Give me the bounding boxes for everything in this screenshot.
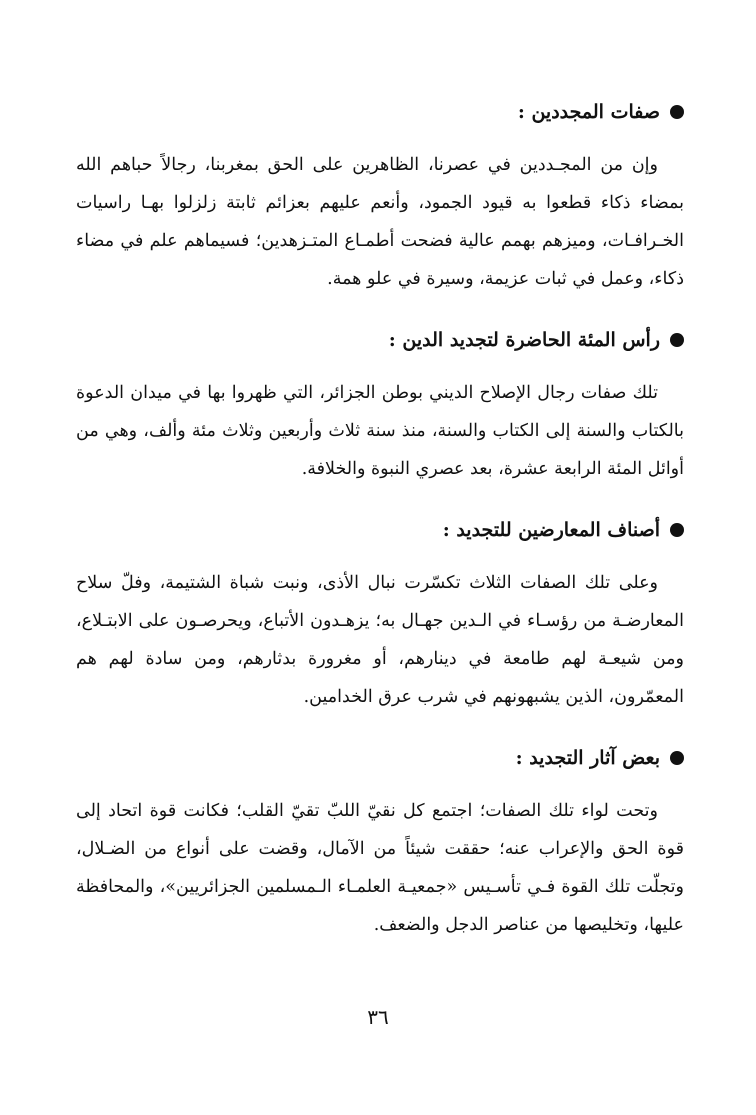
section-century-renewal: [76, 320, 684, 488]
section-mujaddidin-traits: [76, 92, 684, 298]
section-paragraph: وعلى تلك الصفات الثلاث تكسّرت نبال الأذى، ونبت شباة الشتيمة، وفلّ سلاح المعارضـة من رؤسـاء في الـدين جهـال به؛ يزهـدون الأتباع، ويحرصـون على الابتـلاع، ومن شيعـة لهم طامعة في دينارهم، أو مغرورة بدثارهم، ومن سادة لهم هم المعمّرون، الذين يشبهونهم في شرب عرق الخدامين.: [76, 573, 684, 707]
section-opponents: [76, 510, 684, 716]
bullet-icon: [670, 333, 684, 347]
section-heading: [76, 510, 684, 550]
heading-text: صفات المجددين :: [517, 101, 660, 123]
heading-text: أصناف المعارضين للتجديد :: [442, 519, 660, 541]
page-number: ٣٦: [367, 1005, 389, 1029]
section-renewal-effects: [76, 738, 684, 944]
page-content: [76, 92, 684, 944]
bullet-icon: [670, 751, 684, 765]
bullet-icon: [670, 105, 684, 119]
section-heading: [76, 320, 684, 360]
heading-text: بعض آثار التجديد :: [515, 747, 660, 769]
bullet-icon: [670, 523, 684, 537]
section-paragraph: وإن من المجـددين في عصرنا، الظاهرين على الحق بمغربنا، رجالاً حباهم الله بمضاء ذكاء قطعوا به قيود الجمود، وأنعم عليهم بعزائم ثابتة زلزلوا بهـا راسيات الخـرافـات، وميزهم بهمم عالية فضحت أطمـاع المتـزهدين؛ فسيماهم علم في مضاء ذكاء، وعمل في ثبات عزيمة، وسيرة في علو همة.: [76, 155, 684, 289]
section-heading: [76, 738, 684, 778]
heading-text: رأس المئة الحاضرة لتجديد الدين :: [388, 329, 660, 351]
section-paragraph: وتحت لواء تلك الصفات؛ اجتمع كل نقيّ اللبّ تقيّ القلب؛ فكانت قوة اتحاد إلى قوة الحق والإعراب عنه؛ حققت شيئاً من الآمال، وقضت على أنواع من الضـلال، وتجلّت تلك القوة فـي تأسـيس «جمعيـة العلمـاء الـمسلمين الجزائريين»، والمحافظة عليها، وتخليصها من عناصر الدجل والضعف.: [76, 801, 684, 935]
section-paragraph: تلك صفات رجال الإصلاح الديني بوطن الجزائر، التي ظهروا بها في ميدان الدعوة بالكتاب والسنة إلى الكتاب والسنة، منذ سنة ثلاث وأربعين وثلاث مئة وألف، وهي من أوائل المئة الرابعة عشرة، بعد عصري النبوة والخلافة.: [76, 383, 684, 479]
section-heading: [76, 92, 684, 132]
